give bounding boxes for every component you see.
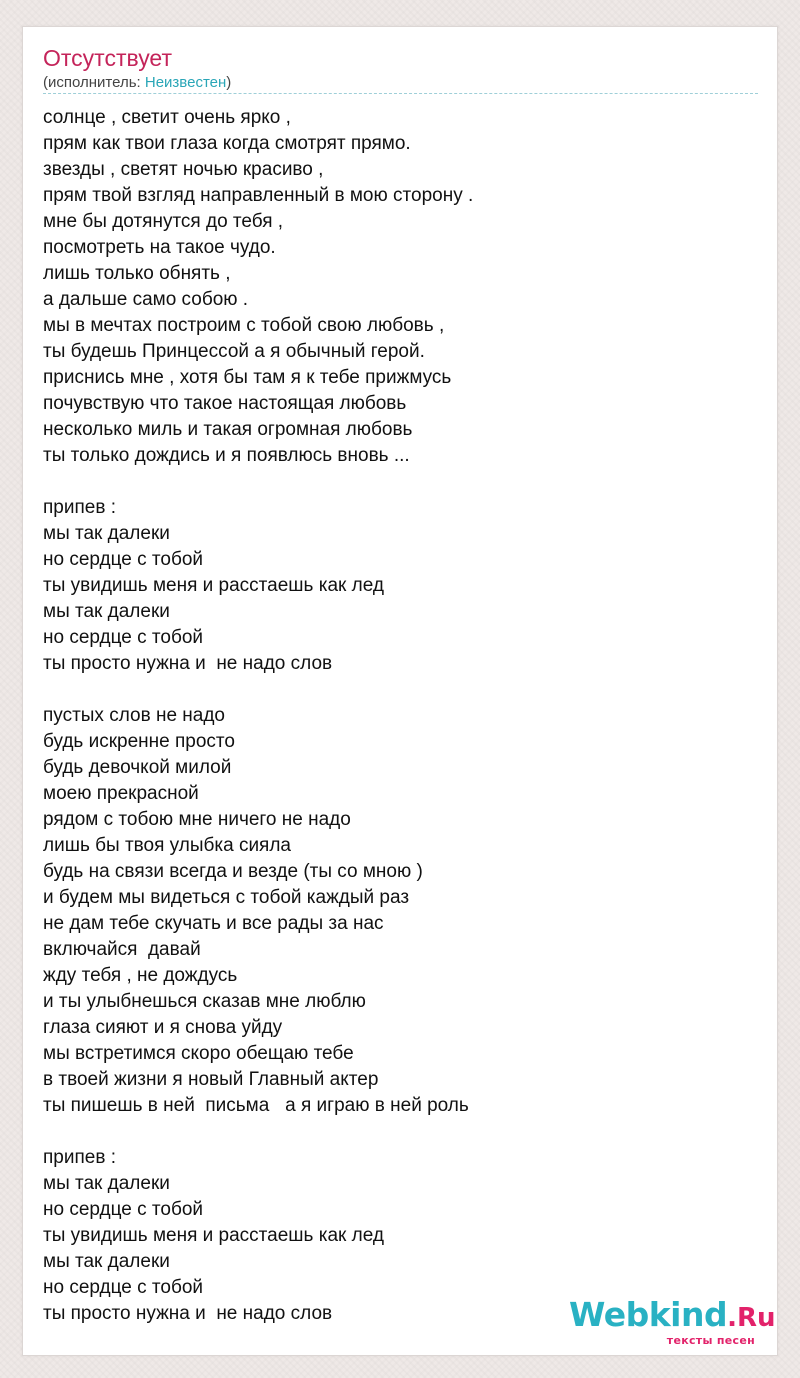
lyric-line: солнце , светит очень ярко , xyxy=(43,107,291,128)
lyric-line: лишь бы твоя улыбка сияла xyxy=(43,835,291,856)
lyric-line: мы так далеки xyxy=(43,1251,170,1272)
lyric-line: ты увидишь меня и расстаешь как лед xyxy=(43,1225,384,1246)
lyric-line: мы так далеки xyxy=(43,523,170,544)
artist-byline xyxy=(43,74,231,92)
lyric-line: прям твой взгляд направленный в мою сторону . xyxy=(43,185,474,206)
lyric-line: мы так далеки xyxy=(43,1173,170,1194)
lyric-line: и будем мы видеться с тобой каждый раз xyxy=(43,887,410,908)
lyric-line: будь искренне просто xyxy=(43,731,235,752)
title-divider xyxy=(43,93,758,94)
lyric-line: лишь только обнять , xyxy=(43,263,231,284)
lyric-line: включайся давай xyxy=(43,939,201,960)
stanza-break xyxy=(43,677,743,703)
lyric-line: мы так далеки xyxy=(43,601,170,622)
lyric-line: не дам тебе скучать и все рады за нас xyxy=(43,913,384,934)
lyric-line: ты будешь Принцессой а я обычный герой. xyxy=(43,341,425,362)
lyric-line: ты пишешь в ней письма а я играю в ней роль xyxy=(43,1095,469,1116)
lyric-line: припев : xyxy=(43,497,116,518)
logo-name: Webkind xyxy=(569,1295,728,1334)
lyric-line: звезды , светят ночью красиво , xyxy=(43,159,324,180)
byline-prefix: (исполнитель: xyxy=(43,74,145,91)
logo-tagline: тексты песен xyxy=(666,1334,755,1347)
artist-link[interactable]: Неизвестен xyxy=(144,74,227,91)
lyric-line: пустых слов не надо xyxy=(43,705,226,726)
lyric-line: будь на связи всегда и везде (ты со мною ) xyxy=(43,861,423,882)
lyric-line: а дальше само собою . xyxy=(43,289,249,310)
lyric-line: посмотреть на такое чудо. xyxy=(43,237,276,258)
lyric-line: но сердце с тобой xyxy=(43,549,204,570)
stanza-break xyxy=(43,469,743,495)
lyric-line: почувствую что такое настоящая любовь xyxy=(43,393,407,414)
lyric-line: прям как твои глаза когда смотрят прямо. xyxy=(43,133,411,154)
song-title: Отсутствует xyxy=(43,45,172,71)
lyric-line: и ты улыбнешься сказав мне люблю xyxy=(43,991,366,1012)
lyric-line: ты просто нужна и не надо слов xyxy=(43,653,333,674)
lyric-line: моею прекрасной xyxy=(43,783,199,804)
logo-tld: .Ru xyxy=(727,1303,776,1333)
lyric-line: несколько миль и такая огромная любовь xyxy=(43,419,413,440)
byline-suffix: ) xyxy=(226,74,232,91)
lyric-line: глаза сияют и я снова уйду xyxy=(43,1017,283,1038)
lyric-line: но сердце с тобой xyxy=(43,1277,204,1298)
lyric-line: ты просто нужна и не надо слов xyxy=(43,1303,333,1324)
lyric-line: но сердце с тобой xyxy=(43,627,204,648)
lyric-line: мы в мечтах построим с тобой свою любовь , xyxy=(43,315,445,336)
lyrics-text xyxy=(43,105,743,1327)
lyrics-card xyxy=(22,26,778,1356)
lyric-line: припев : xyxy=(43,1147,116,1168)
lyric-line: приснись мне , хотя бы там я к тебе прижмусь xyxy=(43,367,452,388)
lyric-line: рядом с тобою мне ничего не надо xyxy=(43,809,351,830)
lyric-line: мне бы дотянутся до тебя , xyxy=(43,211,284,232)
lyric-line: в твоей жизни я новый Главный актер xyxy=(43,1069,379,1090)
site-logo[interactable] xyxy=(569,1295,776,1347)
lyric-line: ты увидишь меня и расстаешь как лед xyxy=(43,575,384,596)
lyric-line: будь девочкой милой xyxy=(43,757,232,778)
lyric-line: ты только дождись и я появлюсь вновь ... xyxy=(43,445,410,466)
stanza-break xyxy=(43,1119,743,1145)
lyric-line: мы встретимся скоро обещаю тебе xyxy=(43,1043,354,1064)
lyric-line: жду тебя , не дождусь xyxy=(43,965,238,986)
lyric-line: но сердце с тобой xyxy=(43,1199,204,1220)
